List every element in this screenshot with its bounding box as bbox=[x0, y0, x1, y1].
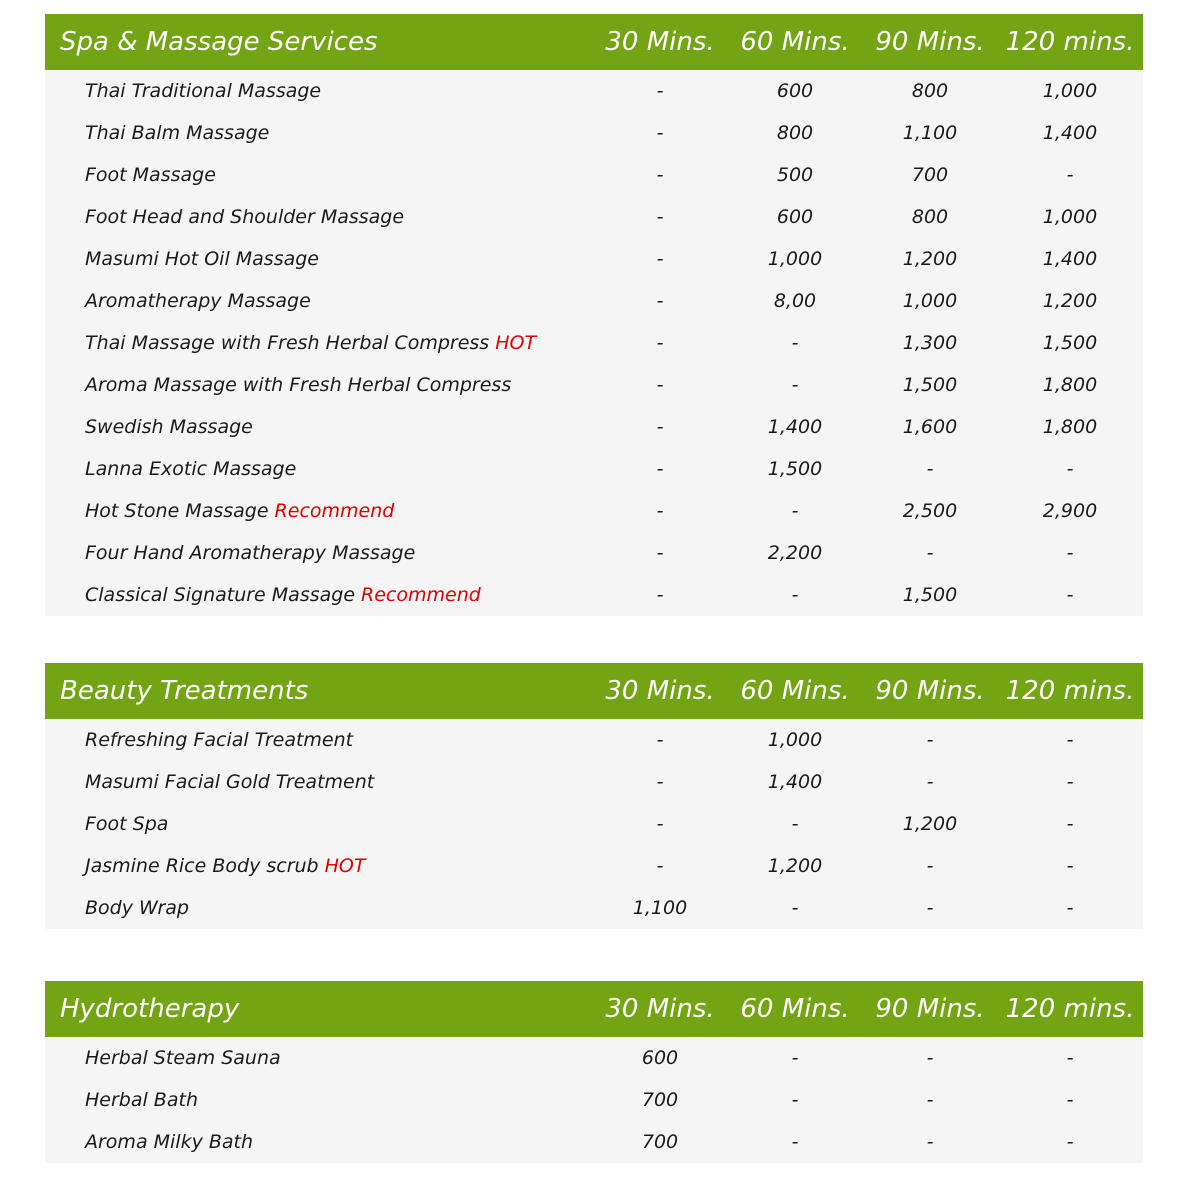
price-120: - bbox=[1066, 1047, 1074, 1069]
service-row bbox=[45, 448, 1143, 490]
service-name bbox=[85, 532, 421, 574]
price-60: - bbox=[791, 813, 799, 835]
price-30: - bbox=[656, 206, 664, 228]
price-30: - bbox=[656, 248, 664, 270]
service-row bbox=[45, 406, 1143, 448]
column-header-90: 90 Mins. bbox=[875, 994, 985, 1024]
price-120: 1,500 bbox=[1042, 332, 1098, 354]
section-header bbox=[45, 663, 1143, 719]
price-90: 1,500 bbox=[902, 374, 958, 396]
service-tag: Recommend bbox=[274, 500, 395, 522]
service-name bbox=[85, 1037, 287, 1079]
service-name-label: Foot Massage bbox=[85, 164, 216, 186]
price-120: 1,800 bbox=[1042, 374, 1098, 396]
price-90: - bbox=[926, 1131, 934, 1153]
price-90: 2,500 bbox=[902, 500, 958, 522]
section-title: Spa & Massage Services bbox=[60, 27, 378, 57]
price-60: - bbox=[791, 374, 799, 396]
price-90: 1,000 bbox=[902, 290, 958, 312]
section-title: Beauty Treatments bbox=[60, 676, 309, 706]
price-120: - bbox=[1066, 729, 1074, 751]
service-name-label: Four Hand Aromatherapy Massage bbox=[85, 542, 416, 564]
price-60: - bbox=[791, 500, 799, 522]
price-90: 1,300 bbox=[902, 332, 958, 354]
service-row bbox=[45, 1037, 1143, 1079]
price-120: - bbox=[1066, 771, 1074, 793]
service-name bbox=[85, 364, 517, 406]
price-90: - bbox=[926, 771, 934, 793]
price-60: 1,500 bbox=[767, 458, 823, 480]
service-name bbox=[85, 280, 317, 322]
price-30: - bbox=[656, 416, 664, 438]
column-header-60: 60 Mins. bbox=[740, 676, 850, 706]
service-row bbox=[45, 574, 1143, 616]
service-name bbox=[85, 1121, 259, 1163]
service-name-label: Aroma Massage with Fresh Herbal Compress bbox=[85, 374, 512, 396]
price-60: 500 bbox=[776, 164, 814, 186]
price-120: 1,400 bbox=[1042, 122, 1098, 144]
service-name-label: Aroma Milky Bath bbox=[85, 1131, 254, 1153]
spa-massage-section bbox=[45, 14, 1143, 616]
price-120: 1,000 bbox=[1042, 80, 1098, 102]
service-row bbox=[45, 112, 1143, 154]
service-row bbox=[45, 1079, 1143, 1121]
service-row bbox=[45, 364, 1143, 406]
service-name-label: Foot Head and Shoulder Massage bbox=[85, 206, 405, 228]
price-120: 1,000 bbox=[1042, 206, 1098, 228]
service-name-label: Swedish Massage bbox=[85, 416, 253, 438]
service-name-label: Herbal Bath bbox=[85, 1089, 198, 1111]
price-120: 1,800 bbox=[1042, 416, 1098, 438]
price-90: - bbox=[926, 729, 934, 751]
service-name bbox=[85, 70, 327, 112]
service-row bbox=[45, 154, 1143, 196]
service-rows bbox=[45, 1037, 1143, 1163]
service-tag: Recommend bbox=[361, 584, 481, 606]
price-120: - bbox=[1066, 1089, 1074, 1111]
service-name-label: Foot Spa bbox=[85, 813, 169, 835]
price-90: 1,100 bbox=[902, 122, 958, 144]
section-header bbox=[45, 981, 1143, 1037]
price-60: 8,00 bbox=[773, 290, 817, 312]
price-120: - bbox=[1066, 584, 1074, 606]
price-60: - bbox=[791, 1047, 799, 1069]
service-name-label: Herbal Steam Sauna bbox=[85, 1047, 281, 1069]
price-90: - bbox=[926, 897, 934, 919]
column-header-30: 30 Mins. bbox=[605, 994, 715, 1024]
price-120: - bbox=[1066, 897, 1074, 919]
price-60: 600 bbox=[776, 206, 814, 228]
service-name bbox=[85, 406, 259, 448]
column-header-120: 120 mins. bbox=[1005, 27, 1135, 57]
price-60: - bbox=[791, 1131, 799, 1153]
price-30: 1,100 bbox=[632, 897, 688, 919]
price-90: 1,500 bbox=[902, 584, 958, 606]
price-30: - bbox=[656, 584, 664, 606]
service-name-label: Thai Massage with Fresh Herbal Compress bbox=[85, 332, 490, 354]
price-30: 600 bbox=[641, 1047, 679, 1069]
service-name bbox=[85, 845, 365, 887]
price-120: - bbox=[1066, 542, 1074, 564]
column-header-30: 30 Mins. bbox=[605, 676, 715, 706]
price-60: 1,000 bbox=[767, 729, 823, 751]
price-60: 2,200 bbox=[767, 542, 823, 564]
price-60: - bbox=[791, 1089, 799, 1111]
service-name bbox=[85, 887, 195, 929]
price-60: 1,200 bbox=[767, 855, 823, 877]
column-header-30: 30 Mins. bbox=[605, 27, 715, 57]
service-row bbox=[45, 1121, 1143, 1163]
price-90: - bbox=[926, 542, 934, 564]
service-name-label: Aromatherapy Massage bbox=[85, 290, 311, 312]
service-name-label: Hot Stone Massage bbox=[85, 500, 269, 522]
price-90: 1,200 bbox=[902, 248, 958, 270]
price-120: - bbox=[1066, 1131, 1074, 1153]
price-30: - bbox=[656, 771, 664, 793]
price-30: - bbox=[656, 164, 664, 186]
service-row bbox=[45, 719, 1143, 761]
price-120: - bbox=[1066, 458, 1074, 480]
price-30: 700 bbox=[641, 1131, 679, 1153]
service-rows bbox=[45, 70, 1143, 616]
price-60: 1,400 bbox=[767, 771, 823, 793]
service-name-label: Thai Balm Massage bbox=[85, 122, 270, 144]
price-60: 1,000 bbox=[767, 248, 823, 270]
price-30: - bbox=[656, 813, 664, 835]
section-title: Hydrotherapy bbox=[60, 994, 240, 1024]
service-name bbox=[85, 1079, 204, 1121]
price-90: - bbox=[926, 1089, 934, 1111]
service-row bbox=[45, 532, 1143, 574]
price-60: 600 bbox=[776, 80, 814, 102]
price-60: 1,400 bbox=[767, 416, 823, 438]
price-30: - bbox=[656, 855, 664, 877]
column-header-60: 60 Mins. bbox=[740, 994, 850, 1024]
price-120: 1,400 bbox=[1042, 248, 1098, 270]
price-90: 800 bbox=[911, 80, 949, 102]
price-120: - bbox=[1066, 164, 1074, 186]
service-tag: HOT bbox=[495, 332, 537, 354]
price-90: - bbox=[926, 458, 934, 480]
service-row bbox=[45, 887, 1143, 929]
service-row bbox=[45, 322, 1143, 364]
price-30: - bbox=[656, 80, 664, 102]
service-name bbox=[85, 154, 222, 196]
service-name-label: Classical Signature Massage bbox=[85, 584, 356, 606]
service-name bbox=[85, 490, 394, 532]
service-row bbox=[45, 238, 1143, 280]
service-name bbox=[85, 719, 359, 761]
column-header-60: 60 Mins. bbox=[740, 27, 850, 57]
service-rows bbox=[45, 719, 1143, 929]
service-name bbox=[85, 761, 380, 803]
service-name bbox=[85, 238, 325, 280]
beauty-treatments-section bbox=[45, 663, 1143, 929]
price-60: - bbox=[791, 584, 799, 606]
price-60: - bbox=[791, 897, 799, 919]
price-90: 1,200 bbox=[902, 813, 958, 835]
service-name-label: Jasmine Rice Body scrub bbox=[85, 855, 319, 877]
price-30: - bbox=[656, 729, 664, 751]
section-header bbox=[45, 14, 1143, 70]
price-120: 1,200 bbox=[1042, 290, 1098, 312]
price-30: - bbox=[656, 122, 664, 144]
service-row bbox=[45, 280, 1143, 322]
price-30: - bbox=[656, 542, 664, 564]
service-row bbox=[45, 196, 1143, 238]
service-tag: HOT bbox=[324, 855, 366, 877]
column-header-90: 90 Mins. bbox=[875, 676, 985, 706]
price-30: 700 bbox=[641, 1089, 679, 1111]
price-90: 700 bbox=[911, 164, 949, 186]
service-name-label: Refreshing Facial Treatment bbox=[85, 729, 354, 751]
service-name bbox=[85, 448, 302, 490]
hydrotherapy-section bbox=[45, 981, 1143, 1163]
service-name bbox=[85, 196, 410, 238]
price-30: - bbox=[656, 458, 664, 480]
price-30: - bbox=[656, 290, 664, 312]
service-row bbox=[45, 803, 1143, 845]
service-name-label: Lanna Exotic Massage bbox=[85, 458, 297, 480]
price-60: 800 bbox=[776, 122, 814, 144]
price-120: 2,900 bbox=[1042, 500, 1098, 522]
service-name-label: Body Wrap bbox=[85, 897, 189, 919]
price-30: - bbox=[656, 374, 664, 396]
price-120: - bbox=[1066, 813, 1074, 835]
service-name bbox=[85, 112, 275, 154]
service-name bbox=[85, 803, 174, 845]
service-row bbox=[45, 70, 1143, 112]
service-name-label: Masumi Hot Oil Massage bbox=[85, 248, 319, 270]
column-header-120: 120 mins. bbox=[1005, 994, 1135, 1024]
price-30: - bbox=[656, 500, 664, 522]
service-row bbox=[45, 845, 1143, 887]
service-row bbox=[45, 761, 1143, 803]
price-120: - bbox=[1066, 855, 1074, 877]
price-30: - bbox=[656, 332, 664, 354]
price-90: - bbox=[926, 855, 934, 877]
service-name-label: Masumi Facial Gold Treatment bbox=[85, 771, 375, 793]
service-row bbox=[45, 490, 1143, 532]
column-header-90: 90 Mins. bbox=[875, 27, 985, 57]
price-60: - bbox=[791, 332, 799, 354]
price-90: 1,600 bbox=[902, 416, 958, 438]
service-name-label: Thai Traditional Massage bbox=[85, 80, 322, 102]
price-90: - bbox=[926, 1047, 934, 1069]
service-name bbox=[85, 322, 536, 364]
price-90: 800 bbox=[911, 206, 949, 228]
service-name bbox=[85, 574, 481, 616]
column-header-120: 120 mins. bbox=[1005, 676, 1135, 706]
